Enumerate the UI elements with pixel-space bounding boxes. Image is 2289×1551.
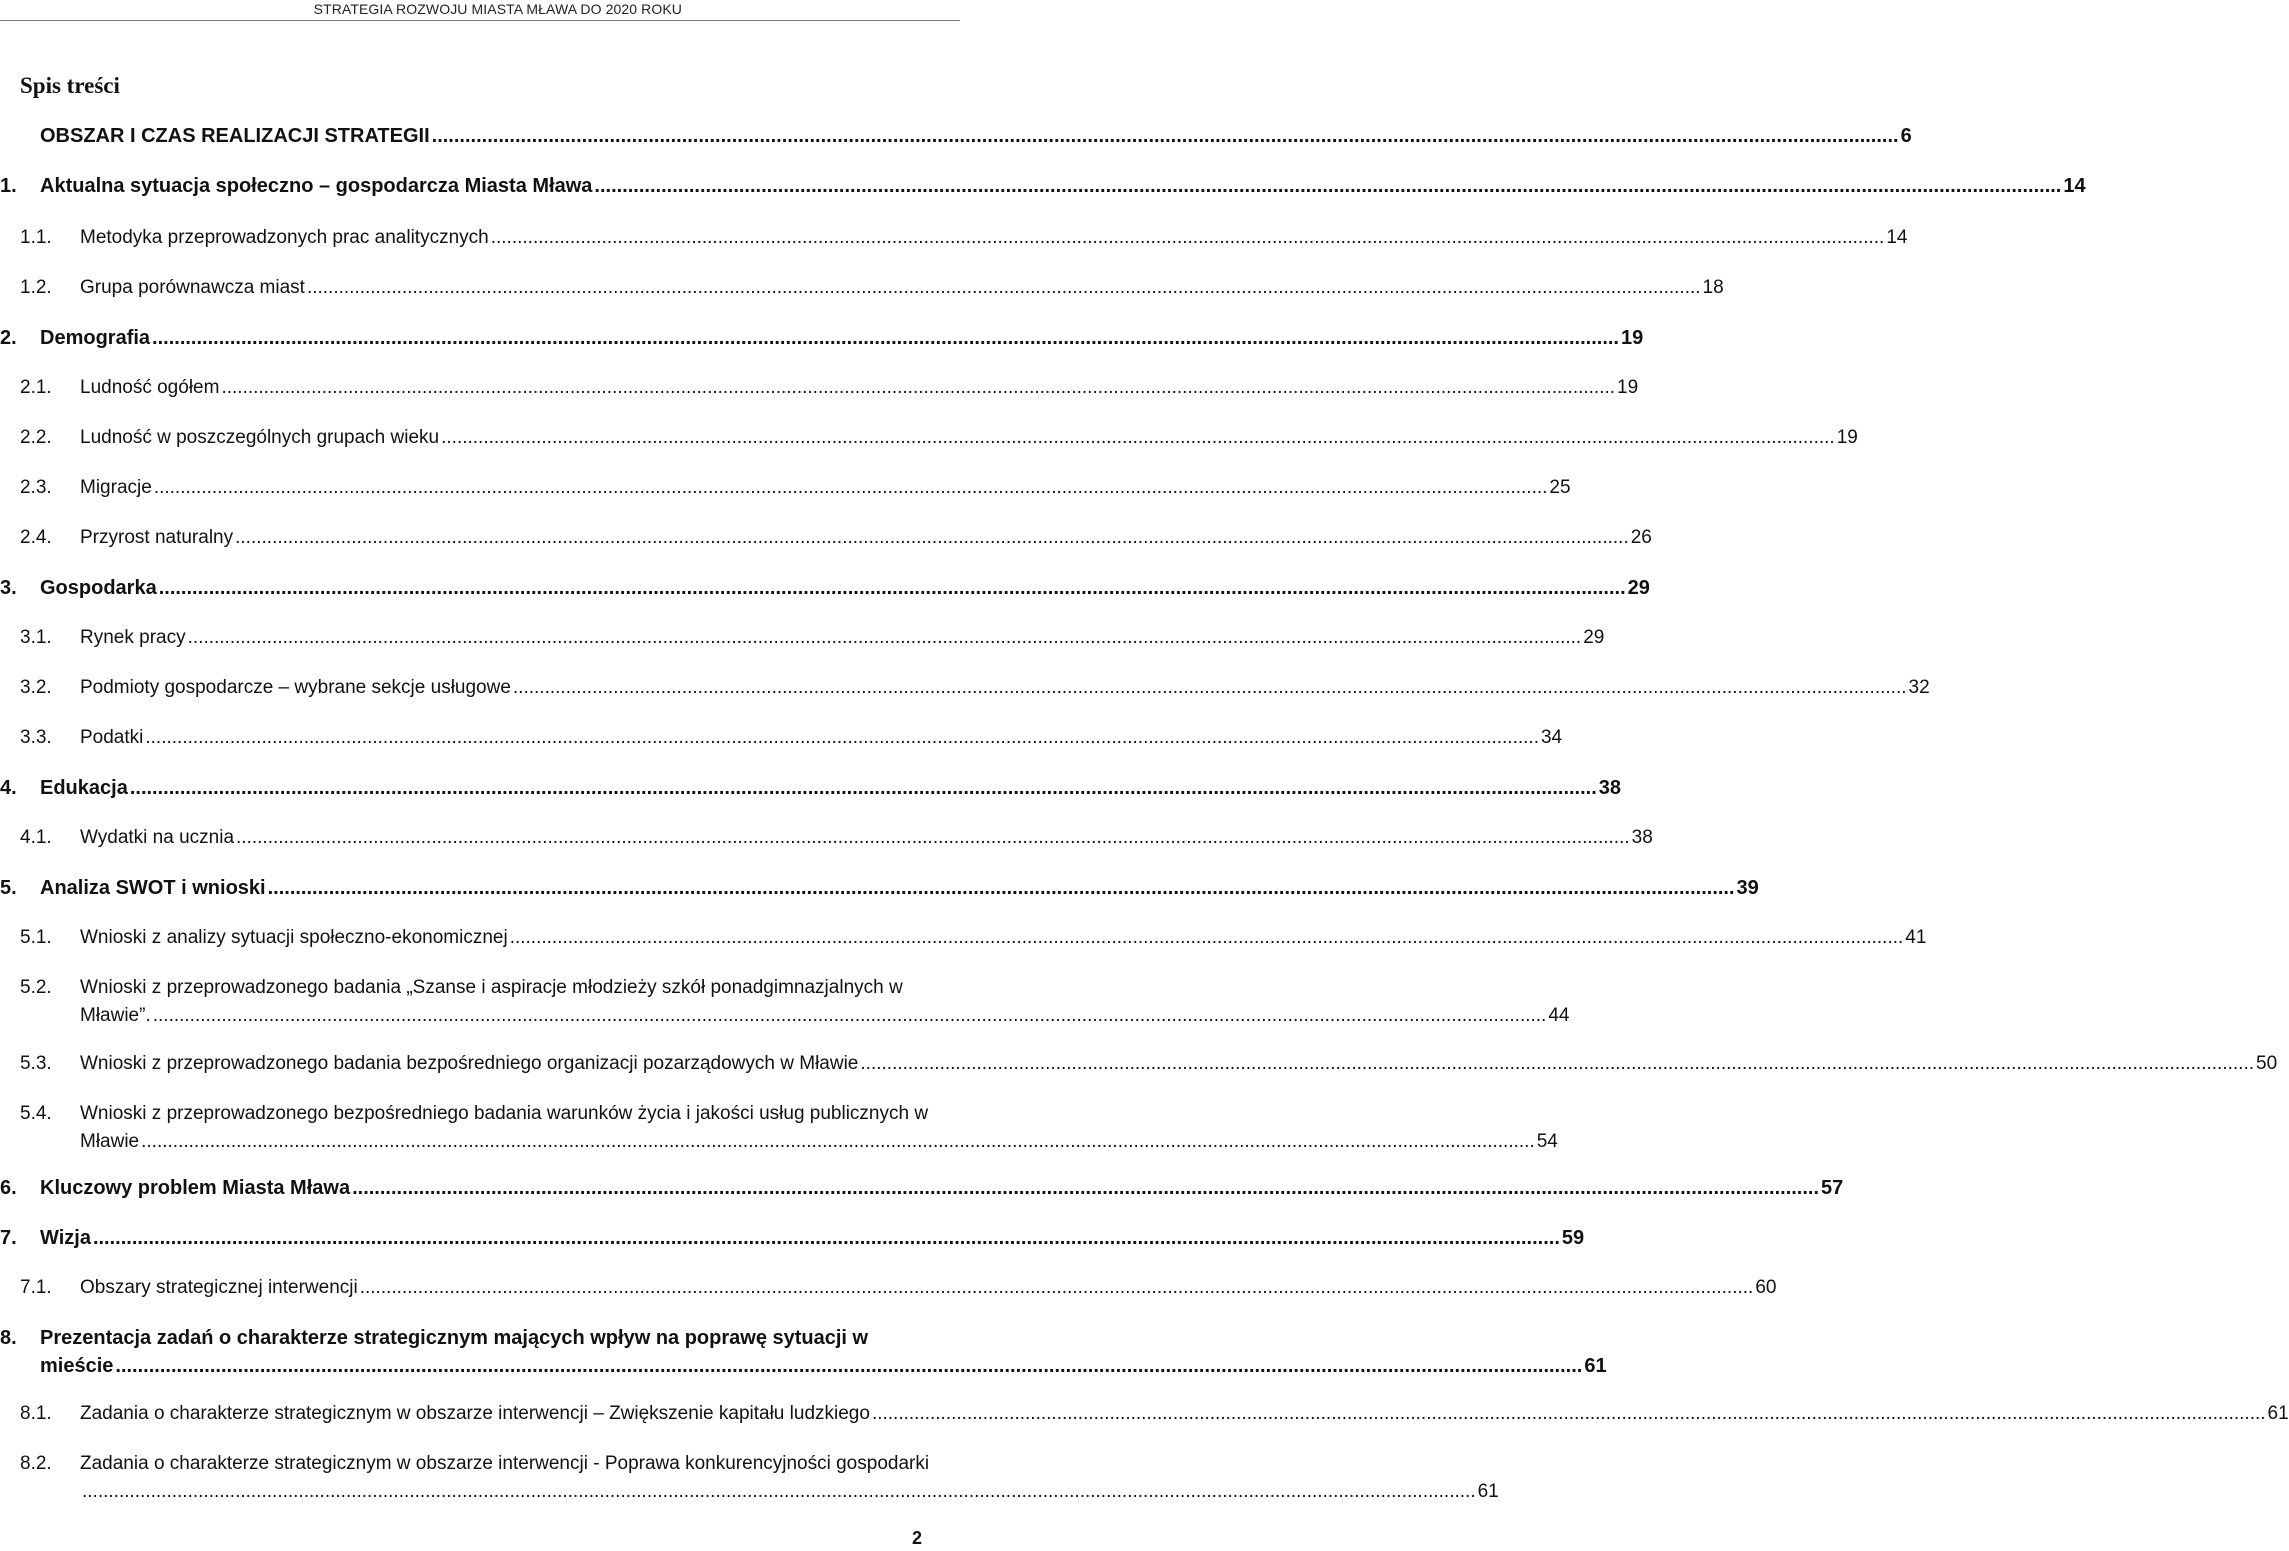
toc-entry-number: 3. [0,577,17,599]
toc-entry-page: 25 [1549,477,1571,498]
toc-entry-number: 2.4. [20,527,52,548]
dot-leader [352,1174,1819,1202]
toc-entry-page: 29 [1583,627,1605,648]
dot-leader [513,674,1907,702]
toc-entry[interactable] [0,474,1571,502]
toc-entry-text [80,974,1570,1030]
dot-leader [235,524,1629,552]
toc-entry[interactable] [0,324,1644,352]
dot-leader [441,424,1835,452]
toc-entry-title: Wydatki na ucznia [80,827,235,848]
toc-entry[interactable] [0,824,1653,852]
toc-entry-text [40,324,1644,352]
toc-entry-title: Grupa porównawcza miast [80,277,305,298]
toc-entry[interactable] [0,172,2086,200]
toc-entry[interactable] [0,1274,1777,1302]
toc-entry-number: 5.4. [20,1103,52,1124]
toc-entry-page: 60 [1755,1277,1777,1298]
toc-entry[interactable] [0,574,1650,602]
toc-title: Spis treści [20,73,120,98]
toc-entry[interactable] [0,874,1759,902]
toc-entry-text [80,924,1927,952]
dot-leader [860,1050,2254,1078]
dot-leader [268,874,1735,902]
toc-entry[interactable] [0,974,1570,1030]
toc-entry-text [80,274,1724,302]
toc-entry-text [80,1050,2278,1078]
dot-leader [236,824,1630,852]
header-divider [0,20,960,21]
toc-entry-number: 3.1. [20,627,52,648]
toc-entry-text [40,1324,1607,1380]
toc-entry-number: 2.1. [20,377,52,398]
toc-entry-text [40,122,1912,150]
toc-entry[interactable] [0,674,1930,702]
toc-entry[interactable] [0,224,1908,252]
toc-entry-page: 19 [1617,377,1639,398]
toc-entry-text [80,674,1930,702]
toc-entry-page: 34 [1540,727,1563,748]
dot-leader [510,924,1904,952]
toc-entry-title: Podmioty gospodarcze – wybrane sekcje usługowe [80,677,511,698]
toc-entry-number: 2. [0,327,17,349]
toc-entry-page: 44 [1548,1005,1570,1026]
toc-entry-title: Przyrost naturalny [80,527,234,548]
toc-entry-number: 1.1. [20,227,52,248]
toc-entry-number: 8. [0,1327,17,1349]
toc-entry-text [80,524,1652,552]
toc-entry-text [80,1100,1558,1156]
toc-entry-title: Demografia [40,327,151,349]
toc-entry-page: 54 [1536,1131,1558,1152]
toc-entry[interactable] [0,624,1605,652]
toc-entry[interactable] [0,1400,2289,1428]
toc-entry-title-line: Prezentacja zadań o charakterze strategicznym mających wpływ na poprawę sytuacji w [40,1327,869,1349]
toc-entry-number: 7.1. [20,1277,52,1298]
toc-entry[interactable] [0,274,1724,302]
page-number: 2 [912,1528,923,1548]
toc-entry-text [40,1174,1844,1202]
toc-entry-number: 7. [0,1227,17,1249]
toc-entry[interactable] [0,1100,1558,1156]
toc-entry[interactable] [0,724,1563,752]
toc-entry-title-line: Zadania o charakterze strategicznym w obszarze interwencji - Poprawa konkurencyjności gospodarki [80,1453,930,1474]
toc-entry-text [80,1400,2289,1428]
toc-entry-page: 61 [1477,1481,1499,1502]
toc-entry[interactable] [0,1324,1607,1380]
toc-entry-number: 1. [0,175,17,197]
toc-entry-page: 32 [1908,677,1930,698]
toc-entry-title: Mławie”. [80,1005,151,1026]
toc-entry-title: Migracje [80,477,152,498]
toc-entry-text [80,724,1563,752]
toc-entry-title: Wnioski z przeprowadzonego badania bezpośredniego organizacji pozarządowych w Mławie [80,1053,859,1074]
dot-leader [188,624,1582,652]
toc-entry[interactable] [0,1224,1585,1252]
toc-entry-number: 6. [0,1177,17,1199]
dot-leader [152,324,1619,352]
toc-entry[interactable] [0,1050,2278,1078]
dot-leader [130,774,1597,802]
toc-entry[interactable] [0,1174,1844,1202]
toc-entry-page: 19 [1836,427,1858,448]
toc-entry-page: 29 [1627,577,1650,599]
toc-entry-number: 4. [0,777,17,799]
toc-entry-page: 41 [1905,927,1927,948]
toc-entry-title: Ludność ogółem [80,377,220,398]
toc-entry[interactable] [0,424,1858,452]
toc-entry[interactable] [0,524,1652,552]
toc-entry-page: 57 [1821,1177,1844,1199]
toc-entry-title: Ludność w poszczególnych grupach wieku [80,427,440,448]
toc-entry-text [80,424,1858,452]
toc-entry-title-line: Wnioski z przeprowadzonego badania „Szanse i aspiracje młodzieży szkół ponadgimnazjalnych w [80,977,903,998]
dot-leader [872,1400,2266,1428]
toc-entry-title: Wnioski z analizy sytuacji społeczno-ekonomicznej [80,927,508,948]
toc-entry-number: 5. [0,877,17,899]
toc-entry-text [80,374,1639,402]
toc-entry-title: Mławie [80,1131,140,1152]
toc-entry-title: Analiza SWOT i wnioski [40,877,266,899]
dot-leader [153,1002,1547,1030]
toc-entry-page: 59 [1561,1227,1585,1249]
dot-leader [93,1224,1560,1252]
toc-entry-title: Gospodarka [40,577,157,599]
toc-entry-number: 5.2. [20,977,52,998]
toc-entry-text [40,172,2086,200]
toc-entry-text [40,774,1622,802]
toc-entry-text [80,1450,1499,1506]
toc-entry-number: 3.2. [20,677,52,698]
toc-entry-number: 3.3. [20,727,52,748]
toc-entry-title: Obszary strategicznej interwencji [80,1277,358,1298]
toc-entry-text [40,874,1759,902]
toc-entry-title: Edukacja [40,777,128,799]
toc-entry-page: 19 [1620,327,1644,349]
toc-entry[interactable] [0,374,1639,402]
dot-leader [145,724,1539,752]
toc-entry[interactable] [0,122,1912,150]
toc-entry-title: OBSZAR I CZAS REALIZACJI STRATEGII [40,125,430,147]
toc-entry-page: 39 [1736,877,1759,899]
toc-entry-page: 50 [2256,1053,2278,1074]
toc-entry-text [40,1224,1585,1252]
dot-leader [141,1128,1535,1156]
toc-entry-title: Aktualna sytuacja społeczno – gospodarcza Miasta Mława [40,175,593,197]
toc-entry[interactable] [0,1450,1499,1506]
dot-leader [221,374,1615,402]
toc-entry-text [40,574,1650,602]
toc-entry-title: Podatki [80,727,144,748]
dot-leader [594,172,2061,200]
toc-entry-text [80,1274,1777,1302]
toc-entry-number: 1.2. [20,277,52,298]
toc-entry-text [80,474,1571,502]
toc-entry-number: 5.3. [20,1053,52,1074]
toc-entry-title: mieście [40,1355,114,1377]
toc-entry-page: 26 [1630,527,1652,548]
toc-entry-page: 14 [1886,227,1908,248]
toc-entry-title: Wizja [40,1227,91,1249]
toc-entry-number: 5.1. [20,927,52,948]
toc-entry-page: 61 [2267,1403,2289,1424]
toc-entry-title: Rynek pracy [80,627,186,648]
toc-entry-number: 8.2. [20,1453,52,1474]
dot-leader [360,1274,1754,1302]
toc-entry-number: 2.3. [20,477,52,498]
dot-leader [115,1352,1582,1380]
dot-leader [491,224,1885,252]
dot-leader [82,1478,1476,1506]
toc-entry-page: 61 [1584,1355,1607,1377]
toc-entry-page: 6 [1900,125,1912,147]
dot-leader [307,274,1701,302]
toc-entry-page: 14 [2063,175,2086,197]
dot-leader [432,122,1899,150]
toc-entry-title: Metodyka przeprowadzonych prac analitycznych [80,227,489,248]
toc-entry-page: 38 [1598,777,1622,799]
toc-entry-number: 4.1. [20,827,52,848]
running-header: STRATEGIA ROZWOJU MIASTA MŁAWA DO 2020 ROKU [313,1,682,17]
dot-leader [159,574,1626,602]
toc-entry-number: 2.2. [20,427,52,448]
toc-entry-text [80,224,1908,252]
toc-entry-title-line: Wnioski z przeprowadzonego bezpośredniego badania warunków życia i jakości usług publicznych w [80,1103,929,1124]
toc-entry-text [80,824,1653,852]
toc-entry-title: Kluczowy problem Miasta Mława [40,1177,351,1199]
toc-entry-title: Zadania o charakterze strategicznym w obszarze interwencji – Zwiększenie kapitału ludzkiego [80,1403,870,1424]
toc-entry[interactable] [0,924,1927,952]
toc-entry-text [80,624,1605,652]
toc-entry-page: 38 [1631,827,1653,848]
dot-leader [154,474,1548,502]
toc-entry-page: 18 [1702,277,1724,298]
toc-entry[interactable] [0,774,1622,802]
toc-entry-number: 8.1. [20,1403,52,1424]
